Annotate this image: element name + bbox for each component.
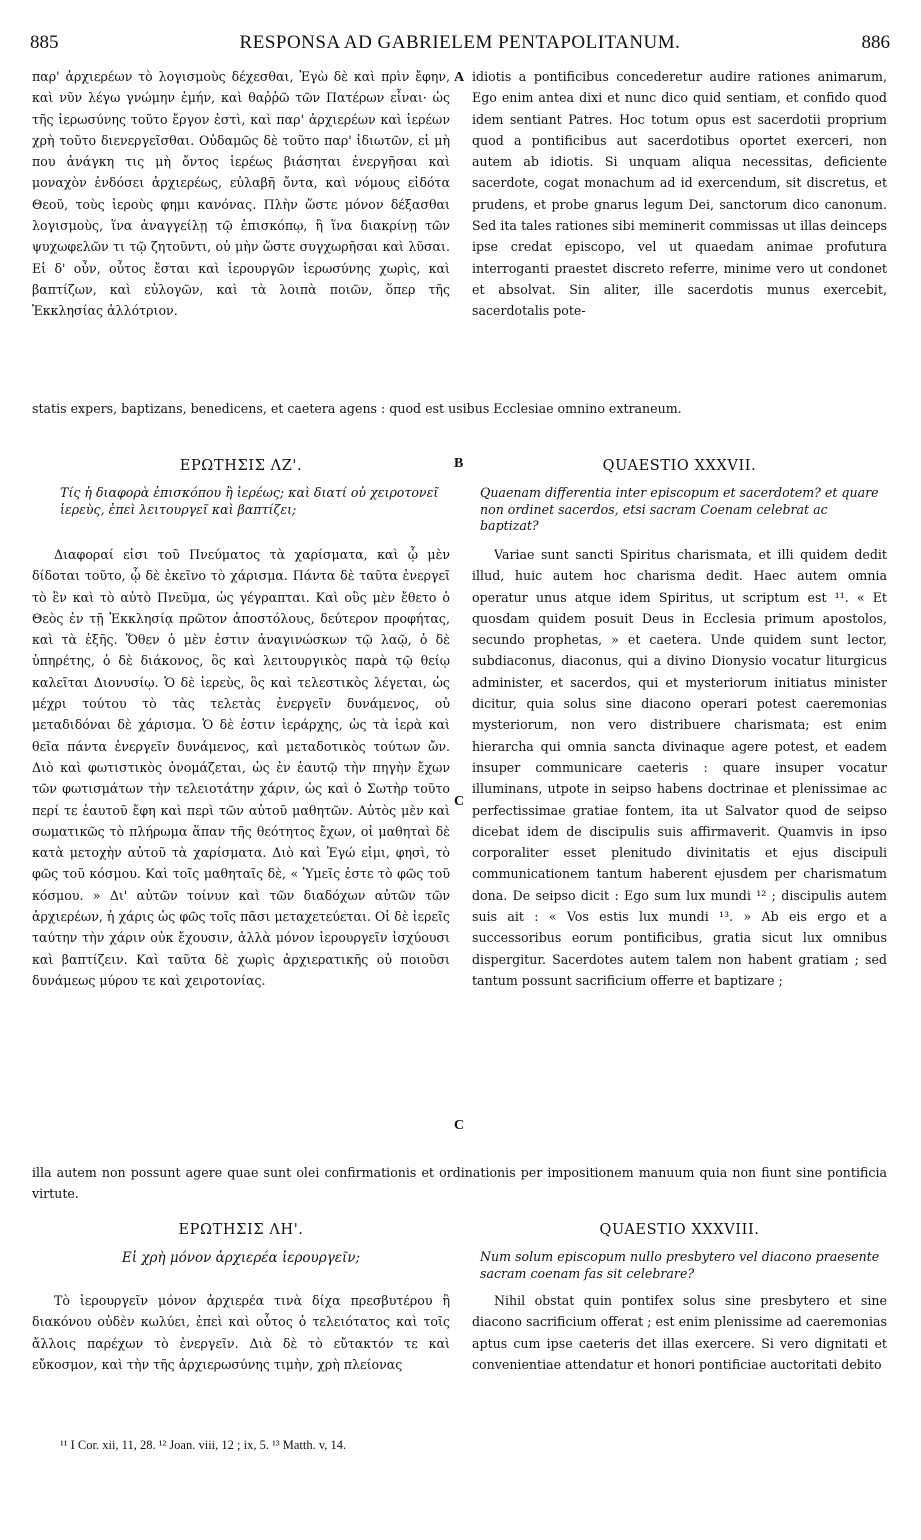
page-number-right: 886: [861, 32, 890, 53]
greek-answer-q37: [32, 544, 450, 991]
latin-continuation-q37: illa autem non possunt agere quae sunt olei confirmationis et ordinationis per impositionem manuum quia non fiunt sine pontificia virtute.: [32, 1165, 887, 1202]
greek-column-top: [32, 66, 450, 322]
latin-question-q37: Quaenam differentia inter episcopum et sacerdotem? et quare non ordinet sacerdos, etsi sacram Coenam celebrat ac baptizat?: [480, 485, 879, 533]
latin-answer-q37-text: Variae sunt sancti Spiritus charismata, et illi quidem dedit illud, huic autem hoc charisma dedit. Haec autem omnia operatur unus atque idem Spiritus, ut scriptum est ¹¹. « Et quosdam quidem posuit Deus in Ecclesia primum apostolos, secundo prophetas, » et caetera. Unde quidem sunt lector, subdiaconus, diaconus, qui a divino Dionysio vocatur liturgicus administer, et sacerdos, qui et mysteriorum initiatus minister dicitur, quia solus sine diacono operari potest caeremonias mysteriorum, non vero distribuere charismata; est enim hierarcha qui omnia sancta divinaque agere potest, et eadem insuper communicare caeteris : quare insuper vocatur illuminans, utpote in seipso habens doctrinae et plenissimae ac perfectissimae gratiae fontem, ita ut Salvator quod de seipso dicebat idem de discipulis suis affirmaverit. Quamvis in ipso corporaliter esset plenitudo divinitatis et ejus discipuli communicationem tantum haberent ejusdem per charismatum dona. De seipso dicit : Ego sum lux mundi ¹² ; discipulis autem suis ait : « Vos estis lux mundi ¹³. » Ab eis ergo et a successoribus eorum pontificibus, gratia sicut lux omnibus dispergitur. Sacerdotes autem talem non habent gratiam ; sed tantum possunt sacrificium offerre et baptizare ;: [472, 547, 887, 988]
running-title: RESPONSA AD GABRIELEM PENTAPOLITANUM.: [239, 32, 681, 53]
latin-column-top: [472, 66, 887, 322]
running-header: [30, 32, 890, 56]
greek-answer-q38-text: Τὸ ἱερουργεῖν μόνον ἀρχιερέα τινὰ δίχα πρεσβυτέρου ἢ διακόνου οὐδὲν κωλύει, ἐπεὶ καὶ οὗτος ὁ τελειότατος καὶ τοῖς ἄλλοις παρέχων τὸ ἐνεργεῖν. Διὰ δὲ τὸ εὔτακτόν τε καὶ εὔκοσμον, καὶ τὴν τῆς ἀρχιερωσύνης τιμὴν, χρὴ πλείονας: [32, 1293, 450, 1372]
greek-answer-q37-text: Διαφοραί εἰσι τοῦ Πνεύματος τὰ χαρίσματα, καὶ ᾧ μὲν δίδοται τοῦτο, ᾧ δὲ ἐκεῖνο τὸ χάρισμα. Πάντα δὲ ταῦτα ἐνεργεῖ τὸ ἓν καὶ τὸ αὐτὸ Πνεῦμα, ὡς γέγραπται. Καὶ οὓς μὲν ἔθετο ὁ Θεὸς ἐν τῇ Ἐκκλησίᾳ πρῶτον ἀποστόλους, δεύτερον προφήτας, καὶ τὰ ἑξῆς. Ὅθεν ὁ μὲν ἐστιν ἀναγινώσκων τῷ λαῷ, ὁ δὲ ὑπηρέτης, ὁ δὲ διάκονος, ὃς καὶ λειτουργικὸς παρὰ τῷ θείῳ καλεῖται Διονυσίῳ. Ὁ δὲ ἱερεὺς, ὃς καὶ τελεστικὸς λέγεται, ὡς μέχρι τούτου τὸ τὰς τελετὰς ἐνεργεῖν δυνάμενος, οὐ μεταδιδόναι δὲ χάρισμα. Ὁ δὲ ἐστιν ἱεράρχης, ὡς τὰ ἱερὰ καὶ θεῖα πάντα ἐνεργεῖν δυνάμενος, καὶ μεταδοτικὸς τούτων ὤν. Διὸ καὶ φωτιστικὸς ὀνομάζεται, ὡς ἐν ἑαυτῷ τὴν πηγὴν ἔχων τῶν φωτισμάτων τὴν τελειοτάτην χάριν, ὡς καὶ ὁ Σωτὴρ τοῦτο περί τε ἑαυτοῦ ἔφη καὶ περὶ τῶν αὐτοῦ μαθητῶν. Αὐτὸς μὲν καὶ σωματικῶς τὸ πλήρωμα ἅπαν τῆς θεότητος ἔχων, οἱ μαθηταὶ δὲ κατὰ μετοχὴν αὐτοῦ τὰ χαρίσματα. Διὸ καὶ Ἐγώ εἰμι, φησὶ, τὸ φῶς τοῦ κόσμου. Καὶ τοῖς μαθηταῖς δὲ, « Ὑμεῖς ἐστε τὸ φῶς τοῦ κόσμου. » Δι' αὐτῶν τοίνυν καὶ τῶν διαδόχων αὐτῶν τῶν ἀρχιερέων, ἡ χάρις ὡς φῶς τοῖς πᾶσι μεταχετεύεται. Οἱ δὲ ἱερεῖς ταύτην τὴν χάριν οὐκ ἔχουσιν, ἀλλὰ μόνον ἱερουργεῖν ἰσχύουσι καὶ βαπτίζειν. Καὶ ταῦτα δὲ χωρὶς ἀρχιερατικῆς οὐ ποιοῦσι δυνάμεως μύρου τε καὶ χειροτονίας.: [32, 547, 450, 988]
greek-answer-q38: [32, 1290, 450, 1375]
latin-paragraph-top: idiotis a pontificibus concederetur audire rationes animarum, Ego enim antea dixi et nunc dico quid sentiam, et confido quod idem sentiant Patres. Hoc totum opus est sacerdotii proprium quod a pontificibus aut sacerdotibus oportet exerceri, non autem ab idiotis. Si unquam aliqua necessitas, deficiente sacerdote, cogat monachum ad id exercendum, sit discretus, et prudens, et probe gnarus legum Dei, sanctorum dico canonum. Sed ita tales rationes sibi meminerit commissas ut illas deinceps ipse credat episcopo, vel ut quaedam animae profutura interroganti praestet discreto referre, minime vero ut condonet et absolvat. Sin aliter, ille sacerdotis munus exercebit, sacerdotalis pote-: [472, 69, 887, 319]
latin-heading-q38: QUAESTIO XXXVIII.: [599, 1222, 760, 1238]
latin-continuation-top: statis expers, baptizans, benedicens, et caetera agens : quod est usibus Ecclesiae omnino extraneum.: [32, 401, 682, 416]
footnotes: ¹¹ I Cor. xii, 11, 28. ¹² Joan. viii, 12 ; ix, 5. ¹³ Matth. v, 14.: [60, 1438, 347, 1452]
greek-question-q38: Εἰ χρὴ μόνον ἀρχιερέα ἱερουργεῖν;: [121, 1250, 361, 1266]
page-number-left: 885: [30, 32, 59, 53]
greek-heading-q38: ΕΡΩΤΗΣΙΣ ΛΗ'.: [178, 1222, 304, 1238]
latin-answer-q38-text: Nihil obstat quin pontifex solus sine presbytero et sine diacono sacrificium offerat ; est enim plenissime ad caeremonias aptus cum ipse caeteris det illas exercere. Si vero dignitati et convenientiae attendatur et honori pontificiae auctoritati debito: [472, 1293, 887, 1372]
latin-answer-q37: [472, 544, 887, 991]
greek-paragraph-top: παρ' ἀρχιερέων τὸ λογισμοὺς δέχεσθαι, Ἐγὼ δὲ καὶ πρὶν ἔφην, καὶ νῦν λέγω γνώμην ἐμήν, καὶ θαῤῥῶ τῶν Πατέρων εἶναι· ὡς τῆς ἱερωσύνης τοῦτο ἔργον ἐστὶ, καὶ παρ' ἀρχιερέων καὶ ἱερέων χρὴ τοῦτο διενεργεῖσθαι. Οὐδαμῶς δὲ τοῦτο παρ' ἰδιωτῶν, εἰ μὴ που ἀνάγκη τις μὴ ὄντος ἱερέως βιάσηται ἐνεργῆσαι καὶ μοναχὸν ἐνδόσει ἀρχιερέως, εὐλαβῆ ὄντα, καὶ νόμους εἰδότα Θεοῦ, τοὺς ἱεροὺς φημι κανόνας. Πλὴν ὥστε μόνον δέξασθαι λογισμοὺς, ἵνα ἀναγγείλῃ τῷ ἐπισκόπῳ, ἢ ἵνα διακρίνῃ τῶν ψυχωφελῶν τι τῷ ζητοῦντι, οὐ μὴν ὥστε συγχωρῆσαι καὶ λῦσαι. Εἰ δ' οὖν, οὗτος ἔσται καὶ ἱερουργῶν ἱερωσύνης χωρὶς, καὶ βαπτίζων, καὶ εὐλογῶν, καὶ τὰ λοιπὰ ποιῶν, ὅπερ τῆς Ἐκκλησίας ἀλλότριον.: [32, 69, 450, 319]
latin-answer-q38: [472, 1290, 887, 1375]
margin-marker-a: A: [454, 70, 465, 85]
margin-marker-b: B: [454, 456, 464, 471]
latin-heading-q37: QUAESTIO XXXVII.: [602, 458, 757, 474]
margin-marker-c2: C: [454, 1118, 465, 1133]
greek-question-q37: Τίς ἡ διαφορὰ ἐπισκόπου ἢ ἱερέως; καὶ διατί οὐ χειροτονεῖ ἱερεὺς, ἐπεὶ λειτουργεῖ καὶ βαπτίζει;: [60, 485, 439, 517]
greek-heading-q37: ΕΡΩΤΗΣΙΣ ΛΖ'.: [179, 458, 303, 474]
latin-question-q38: Num solum episcopum nullo presbytero vel diacono praesente sacram coenam fas sit celebrare?: [480, 1249, 880, 1281]
margin-marker-c: C: [454, 794, 465, 809]
